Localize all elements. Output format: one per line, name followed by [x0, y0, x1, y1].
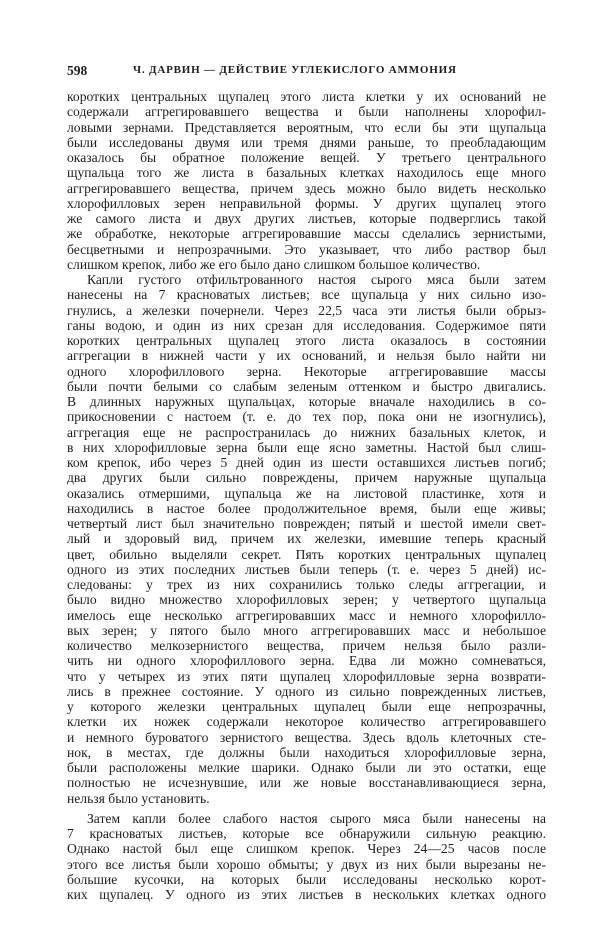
text-line: количество мелкозернистого вещества, причем нельзя было разли- [67, 638, 546, 653]
text-line: нельзя было установить. [67, 790, 210, 806]
paragraph [67, 89, 546, 272]
text-line: лись в прежнее состояние. У одного из сильно поврежденных листьев, [67, 683, 546, 699]
text-line: клетки их ножек содержали некоторое количество аггрегировавшего [67, 714, 546, 730]
text-line: аггрегировавшего вещества, причем здесь можно было видеть несколько [67, 180, 546, 196]
text-line: прикосновении с настоем (т. е. до тех пор, пока они не изогнулись), [67, 409, 546, 425]
text-line: имелось еще несколько аггрегировавших масс и немного хлорофилло- [67, 607, 546, 623]
text-line: цвет, обильно выделяли секрет. Пять коротких центральных щупалец [67, 546, 546, 562]
text-line: были почти белыми со слабым зеленым оттенком и быстро двигались. [67, 378, 546, 394]
text-line: два других были сильно повреждены, причем наружные щупальца [67, 470, 546, 486]
text-line: же самого листа и двух других листьев, которые подверглись такой [67, 211, 546, 226]
body-text [67, 89, 546, 902]
text-line: были расположены мелкие шарики. Однако были ли это остатки, еще [67, 760, 546, 775]
text-line: в них хлорофилловые зерна были еще ясно заметны. Настой был слиш- [67, 439, 546, 455]
text-line: было видно множество хлорофилловых зерен; у четвертого щупальца [67, 592, 546, 608]
text-line: полностью не исчезнувшие, или же новые восстанавливающиеся зерна, [67, 775, 546, 791]
text-line: оказались отмершими, щупальца же на листовой пластинке, хотя и [67, 485, 546, 501]
text-line: Однако настой был еще слишком крепок. Через 24—25 часов после [67, 841, 546, 857]
paragraph [67, 811, 546, 903]
text-line: ловыми зернами. Представляется вероятным, что если бы эти щупальца [67, 119, 546, 135]
text-line: Затем капли более слабого настоя сырого мяса были нанесены на [87, 810, 546, 826]
text-line: одного из этих последних листьев были теперь (т. е. через 5 дней) ис- [67, 561, 546, 577]
text-line: оказалось бы обратное положение вещей. У третьего центрального [67, 150, 546, 165]
text-line: коротких центральных щупалец этого листа оказалось в состоянии [67, 333, 546, 348]
text-line: Капли густого отфильтрованного настоя сырого мяса были затем [87, 272, 546, 287]
text-line: аггрегации в нижней части у их оснований, и нельзя было найти ни [67, 348, 546, 364]
text-line: находились в настое более продолжительное время, были еще живы; [67, 500, 546, 516]
text-line: у которого железки центральных щупалец были еще непрозрачны, [67, 699, 546, 714]
text-line: что у четырех из этих пяти щупалец хлорофилловые зерна возврати- [67, 668, 546, 684]
text-line: этого все листья были хорошо обмыты; у двух из них были вырезаны не- [67, 856, 546, 872]
text-line: вых зерен; у пятого было много аггрегировавших масс и небольшое [67, 622, 546, 638]
text-line: одного хлорофиллового зерна. Некоторые аггрегировавшие массы [67, 363, 546, 379]
text-line: большие кусочки, на которых были исследованы несколько корот- [67, 871, 546, 887]
text-line: нанесены на 7 красноватых листьев; все щупальца у них сильно изо- [67, 287, 546, 303]
text-line: и немного буроватого зернистого вещества. Здесь вдоль клеточных сте- [67, 729, 546, 745]
text-line: 7 красноватых листьев, которые все обнаружили сильную реакцию. [67, 826, 546, 841]
text-line: В длинных наружных щупальцах, которые вначале находились в со- [67, 394, 546, 409]
text-line: ганы водою, и один из них срезан для исследования. Содержимое пяти [67, 317, 546, 333]
text-line: аггрегация еще не распространилась до нижних базальных клеток, и [67, 424, 546, 440]
text-line: лый и здоровый вид, причем их железки, имевшие теперь красный [67, 531, 546, 547]
paragraph [67, 272, 546, 806]
text-line: ком крепок, ибо через 5 дней один из шести оставшихся листьев погиб; [67, 455, 546, 470]
text-line: чить ни одного хлорофиллового зерна. Едва ли можно сомневаться, [67, 653, 546, 669]
text-line: гнулись, а железки почернели. Через 22,5 часа эти листья были обрыз- [67, 302, 546, 318]
text-line: коротких центральных щупалец этого листа клетки у их оснований не [67, 89, 546, 104]
text-line: бесцветными и непрозрачными. Это указывает, что либо раствор был [67, 241, 546, 257]
text-line: хлорофилловых зерен неправильной формы. У других щупалец этого [67, 195, 546, 211]
text-line: были исследованы двумя или тремя днями раньше, то преобладающим [67, 134, 546, 150]
text-line: ких щупалец. У одного из этих листьев в нескольких клетках одного [67, 887, 546, 902]
text-line: нок, в местах, где должны были находиться хлорофилловые зерна, [67, 744, 546, 760]
text-line: щупальца того же листа в базальных клетках находилось еще много [67, 165, 546, 181]
text-line: следованы: у трех из них сохранились только следы аггрегации, и [67, 577, 546, 592]
running-head: Ч. ДАРВИН — ДЕЙСТВИЕ УГЛЕКИСЛОГО АММОНИЯ [133, 64, 457, 76]
text-line: четвертый лист был значительно поврежден; пятый и шестой имели свет- [67, 516, 546, 531]
text-line: содержали аггрегировавшего вещества и были наполнены хлорофил- [67, 104, 546, 120]
text-line: же обработке, некоторые аггрегировавшие массы сделались зернистыми, [67, 226, 546, 242]
text-line: слишком крепок, либо же его было дано слишком большое количество. [67, 256, 481, 272]
page-number: 598 [67, 63, 88, 78]
